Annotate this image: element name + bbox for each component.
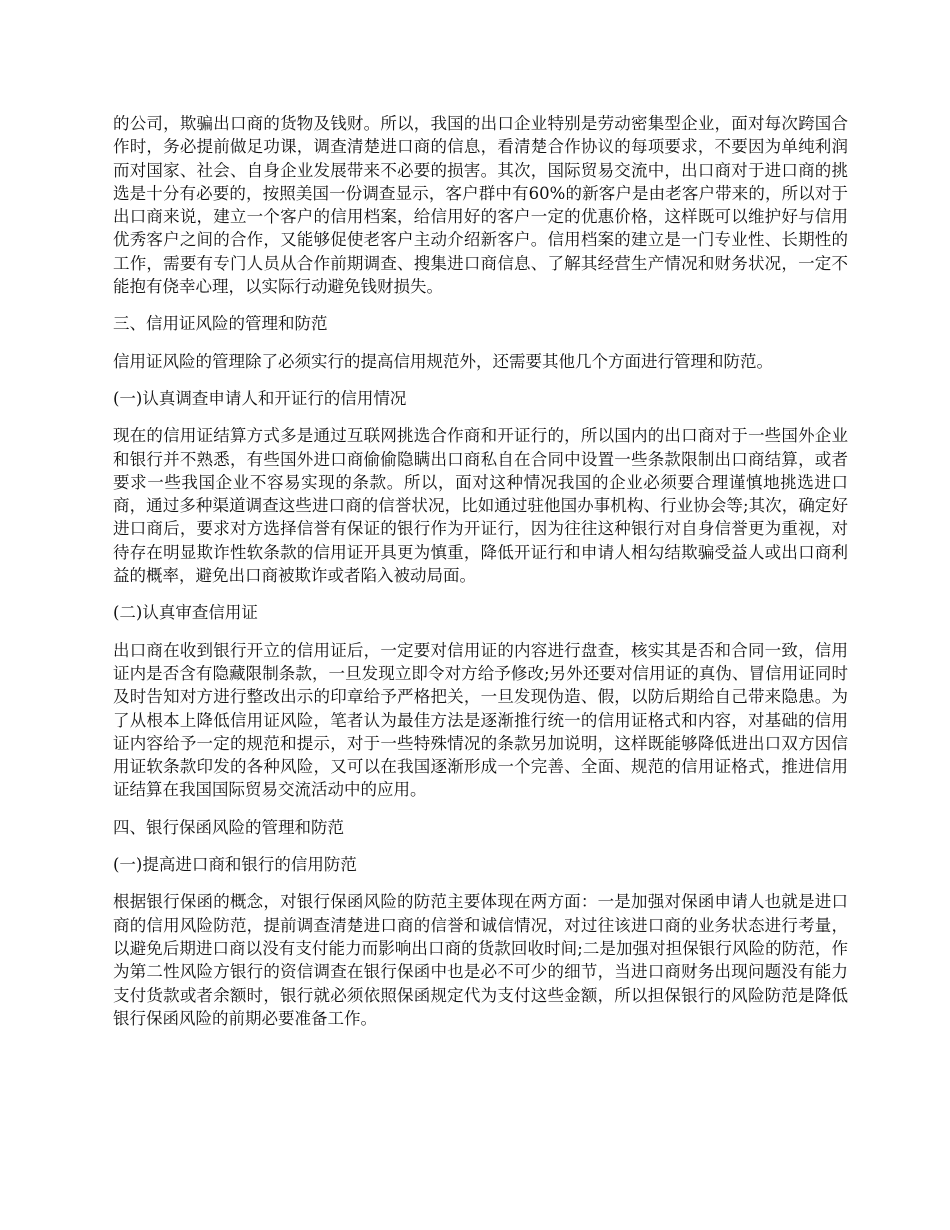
- document-page: [113, 112, 848, 1044]
- subheading-review-lc: (二)认真审查信用证: [113, 603, 258, 623]
- section-heading-guarantee-risk: 四、银行保函风险的管理和防范: [113, 817, 344, 837]
- paragraph-lc-intro: 信用证风险的管理除了必须实行的提高信用规范外，还需要其他几个方面进行管理和防范。: [113, 351, 773, 371]
- paragraph-credit-file: 的公司，欺骗出口商的货物及钱财。所以，我国的出口企业特别是劳动密集型企业，面对每次跨国合作时，务必提前做足功课，调查清楚进口商的信息，看清楚合作协议的每项要求，不要因为单纯利润而对国家、社会、自身企业发展带来不必要的损害。其次，国际贸易交流中，出口商对于进口商的挑选是十分有必要的，按照美国一份调查显示，客户群中有60%的新客户是由老客户带来的，所以对于出口商来说，建立一个客户的信用档案，给信用好的客户一定的优惠价格，这样既可以维护好与信用优秀客户之间的合作，又能够促使老客户主动介绍新客户。信用档案的建立是一门专业性、长期性的工作，需要有专门人员从合作前期调查、搜集进口商信息、了解其经营生产情况和财务状况，一定不能抱有侥幸心理，以实际行动避免钱财损失。: [113, 114, 848, 297]
- subheading-investigate-applicant: (一)认真调查申请人和开证行的信用情况: [113, 388, 407, 408]
- subheading-credit-prevention: (一)提高进口商和银行的信用防范: [113, 855, 357, 875]
- paragraph-credit-prevention: 根据银行保函的概念，对银行保函风险的防范主要体现在两方面：一是加强对保函申请人也就是进口商的信用风险防范，提前调查清楚进口商的信誉和诚信情况，对过往该进口商的业务状态进行考量，以避免后期进口商以没有支付能力而影响出口商的货款回收时间;二是加强对担保银行风险的防范，作为第二性风险方银行的资信调查在银行保函中也是必不可少的细节，当进口商财务出现问题没有能力支付货款或者余额时，银行就必须依照保函规定代为支付这些金额，所以担保银行的风险防范是降低银行保函风险的前期必要准备工作。: [113, 892, 848, 1028]
- paragraph-review-lc: 出口商在收到银行开立的信用证后，一定要对信用证的内容进行盘查，核实其是否和合同一致，信用证内是否含有隐藏限制条款，一旦发现立即令对方给予修改;另外还要对信用证的真伪、冒信用证同时及时告知对方进行整改出示的印章给予严格把关，一旦发现伪造、假，以防后期给自己带来隐患。为了从根本上降低信用证风险，笔者认为最佳方法是逐渐推行统一的信用证格式和内容，对基础的信用证内容给予一定的规范和提示，对于一些特殊情况的条款另加说明，这样既能够降低进出口双方因信用证软条款印发的各种风险，又可以在我国逐渐形成一个完善、全面、规范的信用证格式，推进信用证结算在我国国际贸易交流活动中的应用。: [113, 640, 848, 800]
- paragraph-investigate-applicant: 现在的信用证结算方式多是通过互联网挑选合作商和开证行的，所以国内的出口商对于一些国外企业和银行并不熟悉，有些国外进口商偷偷隐瞒出口商私自在合同中设置一些条款限制出口商结算，或者要求一些我国企业不容易实现的条款。所以，面对这种情况我国的企业必须要合理谨慎地挑选进口商，通过多种渠道调查这些进口商的信誉状况，比如通过驻他国办事机构、行业协会等;其次，确定好进口商后，要求对方选择信誉有保证的银行作为开证行，因为往往这种银行对自身信誉更为重视，对待存在明显欺诈性软条款的信用证开具更为慎重，降低开证行和申请人相勾结欺骗受益人或出口商利益的概率，避免出口商被欺诈或者陷入被动局面。: [113, 426, 848, 586]
- section-heading-lc-risk: 三、信用证风险的管理和防范: [113, 314, 328, 334]
